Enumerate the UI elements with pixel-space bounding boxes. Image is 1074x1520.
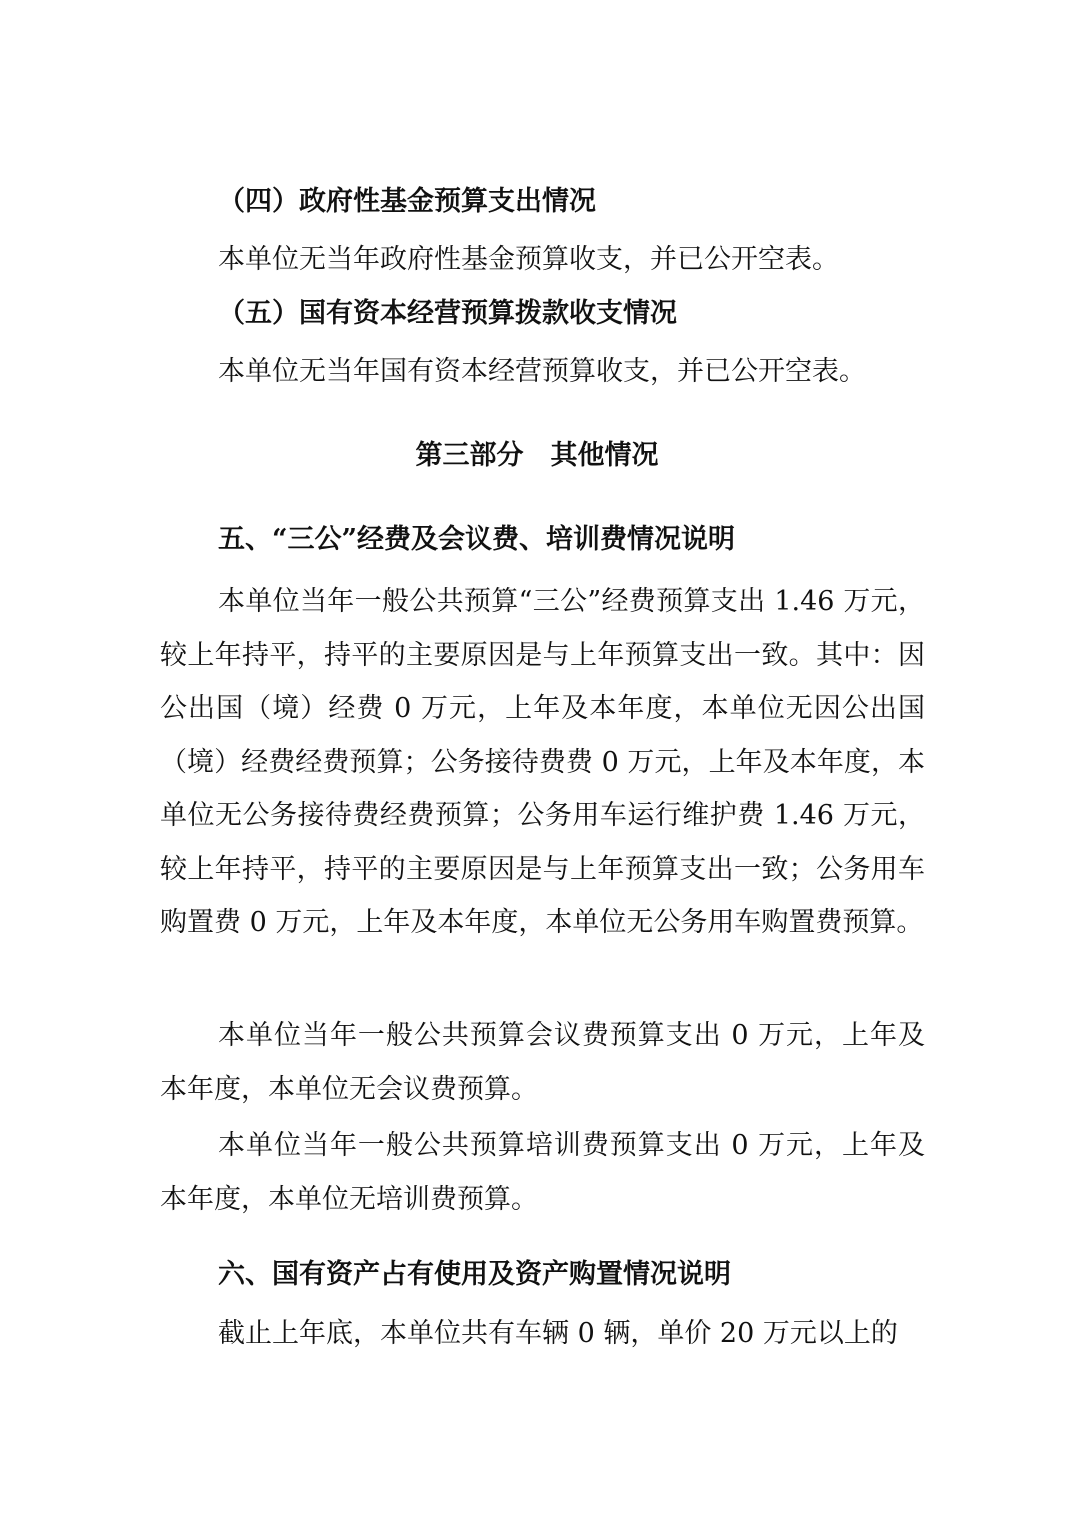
heading-government-fund: （四）政府性基金预算支出情况 [218,186,596,217]
paragraph-three-public-expenses: 本单位当年一般公共预算“三公”经费预算支出 1.46 万元，较上年持平，持平的主要原因是与上年预算支出一致。其中：因公出国（境）经费 0 万元，上年及本年度，本单位无因公出国（境）经费经费预算；公务接待费费 0 万元，上年及本年度，本单位无公务接待费经费预算；公务用车运行维护费 1.46 万元，较上年持平，持平的主要原因是与上年预算支出一致；公务用车购置费 0 万元，上年及本年度，本单位无公务用车购置费预算。 [160,586,925,938]
part-three-title: 第三部分 其他情况 [415,440,659,471]
heading-section-five: 五、“三公”经费及会议费、培训费情况说明 [218,524,736,555]
paragraph-meeting-fees: 本单位当年一般公共预算会议费预算支出 0 万元，上年及本年度，本单位无会议费预算。 [160,1020,925,1105]
heading-section-six: 六、国有资产占有使用及资产购置情况说明 [218,1259,731,1290]
paragraph-training-fees: 本单位当年一般公共预算培训费预算支出 0 万元，上年及本年度，本单位无培训费预算。 [160,1130,925,1215]
paragraph-state-assets: 截止上年底，本单位共有车辆 0 辆，单价 20 万元以上的 [218,1318,898,1349]
heading-state-capital: （五）国有资本经营预算拨款收支情况 [218,298,677,329]
paragraph-government-fund: 本单位无当年政府性基金预算收支，并已公开空表。 [218,244,839,275]
paragraph-state-capital: 本单位无当年国有资本经营预算收支，并已公开空表。 [218,356,866,387]
